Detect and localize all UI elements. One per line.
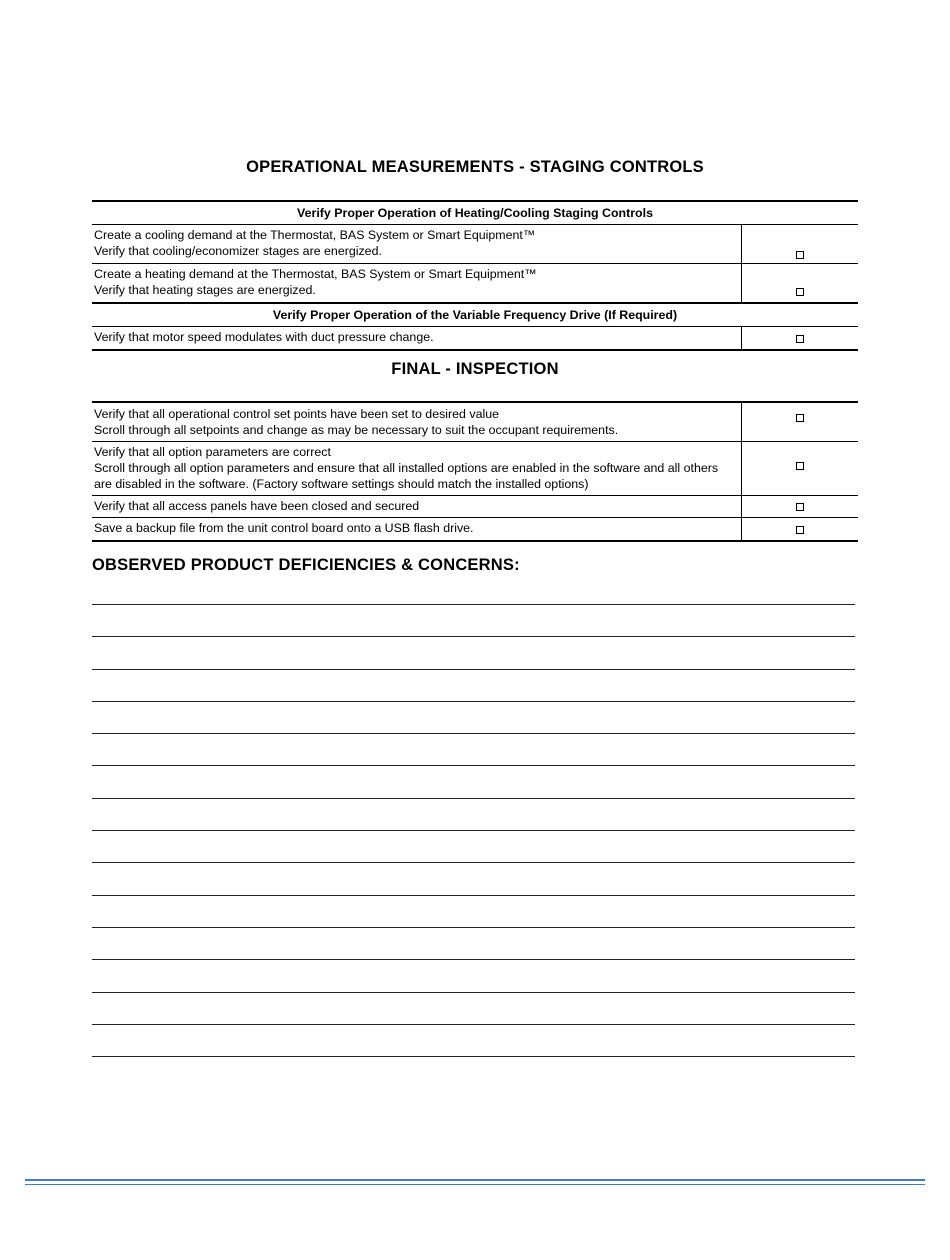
table-row — [92, 327, 858, 351]
item-line: Create a cooling demand at the Thermostat, BAS System or Smart Equipment™ — [94, 228, 536, 242]
staging-controls-table — [92, 200, 858, 351]
item-line: Verify that heating stages are energized. — [94, 283, 316, 297]
table-row — [92, 264, 858, 304]
checkbox-cell — [741, 327, 858, 351]
table-row — [92, 518, 858, 542]
checkbox[interactable] — [796, 526, 804, 534]
checklist-item-text — [92, 496, 741, 518]
write-in-line[interactable] — [92, 895, 855, 927]
item-line: Verify that motor speed modulates with duct pressure change. — [94, 330, 434, 344]
staging-header: Verify Proper Operation of Heating/Cooling Staging Controls — [92, 201, 858, 225]
write-in-line[interactable] — [92, 765, 855, 797]
item-line: Scroll through all setpoints and change as may be necessary to suit the occupant requirements. — [94, 423, 619, 437]
table-header-row — [92, 201, 858, 225]
final-inspection-table — [92, 401, 858, 542]
item-line: Verify that cooling/economizer stages are energized. — [94, 244, 382, 258]
checkbox[interactable] — [796, 335, 804, 343]
checkbox-cell — [741, 442, 858, 496]
write-in-line[interactable] — [92, 862, 855, 894]
checkbox[interactable] — [796, 251, 804, 259]
item-line: Create a heating demand at the Thermostat, BAS System or Smart Equipment™ — [94, 267, 537, 281]
checklist-item-text — [92, 225, 741, 264]
checkbox[interactable] — [796, 462, 804, 470]
write-in-line[interactable] — [92, 701, 855, 733]
write-in-line[interactable] — [92, 798, 855, 830]
checkbox-cell — [741, 518, 858, 542]
checkbox[interactable] — [796, 503, 804, 511]
section-title-final-inspection: FINAL - INSPECTION — [391, 360, 559, 378]
footer-rule — [25, 1179, 925, 1181]
footer-rule — [25, 1184, 925, 1185]
observed-deficiencies-title: OBSERVED PRODUCT DEFICIENCIES & CONCERNS: — [92, 556, 520, 574]
page-title: OPERATIONAL MEASUREMENTS - STAGING CONTROLS — [246, 158, 704, 176]
checklist-item-text — [92, 518, 741, 542]
checklist-item-text — [92, 264, 741, 304]
checkbox-cell — [741, 225, 858, 264]
write-in-line[interactable] — [92, 992, 855, 1024]
table-row — [92, 442, 858, 496]
checklist-item-text — [92, 442, 741, 496]
checkbox-cell — [741, 402, 858, 442]
checkbox[interactable] — [796, 414, 804, 422]
item-line: Verify that all operational control set points have been set to desired value — [94, 407, 500, 421]
checkbox-cell — [741, 264, 858, 304]
checklist-item-text — [92, 327, 741, 351]
write-in-line[interactable] — [92, 1024, 855, 1056]
table-row — [92, 402, 858, 442]
write-in-line[interactable] — [92, 636, 855, 668]
write-in-line[interactable] — [92, 830, 855, 862]
write-in-line[interactable] — [92, 669, 855, 701]
write-in-line[interactable] — [92, 1056, 855, 1088]
item-line: Save a backup file from the unit control board onto a USB flash drive. — [94, 521, 474, 535]
item-line: Verify that all access panels have been closed and secured — [94, 499, 420, 513]
write-in-line[interactable] — [92, 604, 855, 636]
checkbox-cell — [741, 496, 858, 518]
table-row — [92, 225, 858, 264]
table-header-row — [92, 303, 858, 327]
checkbox[interactable] — [796, 288, 804, 296]
item-line: Verify that all option parameters are correct — [94, 445, 331, 459]
table-row — [92, 496, 858, 518]
write-in-lines — [92, 604, 855, 1088]
write-in-line[interactable] — [92, 959, 855, 991]
write-in-line[interactable] — [92, 927, 855, 959]
write-in-line[interactable] — [92, 733, 855, 765]
checklist-item-text — [92, 402, 741, 442]
vfd-header: Verify Proper Operation of the Variable Frequency Drive (If Required) — [92, 303, 858, 327]
item-line: Scroll through all option parameters and ensure that all installed options are enabled in the software and all others are disabled in the software. (Factory software settings should match the installed options) — [94, 461, 719, 491]
